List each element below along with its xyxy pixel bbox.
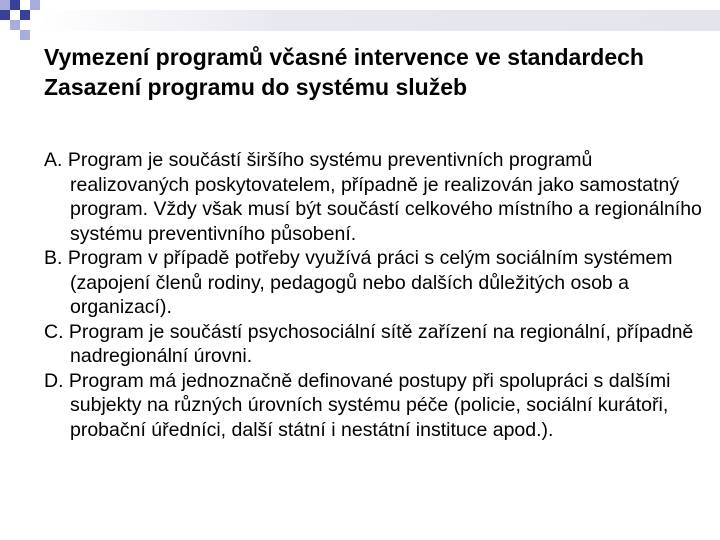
decor-square <box>30 0 40 10</box>
decor-square <box>20 0 30 10</box>
title-line-2: Zasazení programu do systému služeb <box>44 74 468 100</box>
decor-square <box>0 0 10 10</box>
content-list <box>44 148 704 442</box>
title-line-1: Vymezení programů včasné intervence ve standardech <box>44 44 644 70</box>
decor-square <box>20 10 30 20</box>
list-item: C. Program je součástí psychosociální sítě zařízení na regionální, případně nadregionální úrovni. <box>44 320 694 367</box>
decor-square <box>20 30 30 40</box>
decor-square <box>0 10 10 20</box>
decor-square <box>10 20 20 30</box>
decor-square <box>10 0 20 10</box>
decor-square <box>10 10 20 20</box>
slide-title <box>44 42 704 102</box>
list-item: D. Program má jednoznačně definované postupy při spolupráci s dalšími subjekty na různých úrovních systému péče (policie, sociální kurátoři, probační úředníci, další státní i nestátní instituce apod.). <box>44 369 671 441</box>
list-item: B. Program v případě potřeby využívá práci s celým sociálním systémem (zapojení členů rodiny, pedagogů nebo dalších důležitých osob a organizací). <box>44 247 673 318</box>
header-gradient-bar <box>40 10 720 31</box>
slide-decoration <box>0 0 720 40</box>
list-item: A. Program je součástí širšího systému preventivních programů realizovaných poskytovatelem, případně je realizován jako samostatný program. Vždy však musí být součástí celkového místního a regionálního systému preventivního působení. <box>44 149 702 245</box>
decor-square <box>20 20 30 30</box>
